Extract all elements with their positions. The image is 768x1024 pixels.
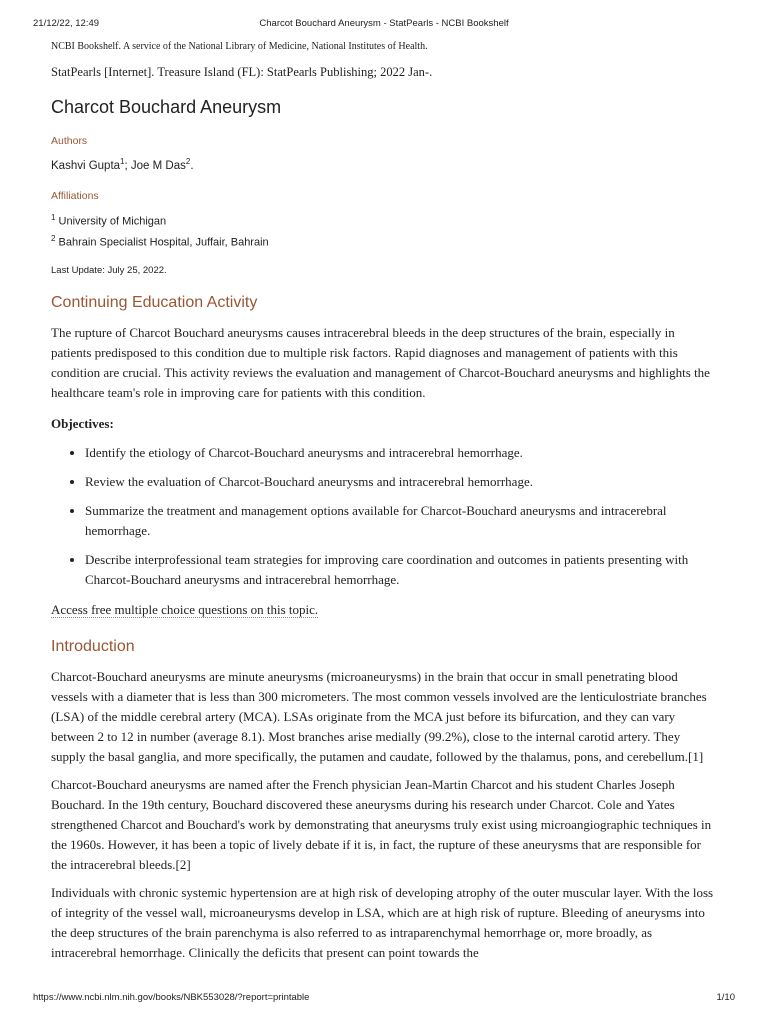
affiliation-sup: 1	[51, 212, 56, 222]
print-footer	[33, 992, 735, 1006]
access-link-wrap	[51, 600, 717, 620]
ncbi-note: NCBI Bookshelf. A service of the National Library of Medicine, National Institutes of Health.	[51, 41, 428, 52]
print-page-title: Charcot Bouchard Aneurysm - StatPearls - NCBI Bookshelf	[259, 18, 509, 29]
objectives-label: Objectives:	[51, 416, 114, 432]
objective-item: • Summarize the treatment and management options available for Charcot-Bouchard aneurysms and intracerebral hemorrhage.	[85, 501, 717, 541]
print-url: https://www.ncbi.nlm.nih.gov/books/NBK553028/?report=printable	[33, 992, 310, 1003]
affiliation-sup: 2	[51, 234, 56, 244]
author-affil-sup: 2	[185, 157, 191, 166]
intro-paragraph: Individuals with chronic systemic hypertension are at high risk of developing atrophy of the outer muscular layer. With the loss of integrity of the vessel wall, microaneurysms develop in LSA, which are at high risk of rupture. Bleeding of aneurysms into the deep structures of the brain parenchyma is also referred to as intraparenchymal hemorrhage or, more broadly, as intracerebral hemorrhage. Clinically the deficits that present can point towards the	[51, 885, 714, 961]
author-name[interactable]: Joe M Das	[130, 159, 186, 172]
intro-paragraph: Charcot-Bouchard aneurysms are named after the French physician Jean-Martin Charcot and his student Charles Joseph Bouchard. In the 19th century, Bouchard discovered these aneurysms during his research under Charcot. Cole and Yates strengthened Charcot and Bouchard's work by demonstrating that aneurysms truly exist using microangiographic techniques in the 1960s. However, it has been a topic of lively debate if it is, in fact, the rupture of these aneurysms that are responsible for the intracerebral bleeds.[2]	[51, 777, 712, 873]
affiliations-list	[51, 209, 717, 252]
affiliations-label: Affiliations	[51, 189, 99, 202]
article	[51, 40, 717, 971]
objective-item: • Identify the etiology of Charcot-Bouchard aneurysms and intracerebral hemorrhage.	[85, 443, 717, 463]
last-update: Last Update: July 25, 2022.	[51, 265, 167, 277]
author-name[interactable]: Kashvi Gupta	[51, 159, 121, 172]
affiliation-item	[51, 209, 717, 231]
print-header	[33, 18, 735, 32]
ce-intro-paragraph: The rupture of Charcot Bouchard aneurysms causes intracerebral bleeds in the deep structures of the brain, especially in patients predisposed to this condition due to multiple risk factors. Rapid diagnoses and management of patients with this condition are crucial. This activity reviews the evaluation and management of Charcot-Bouchard aneurysms and highlights the healthcare team's role in improving care for patients with this condition.	[51, 325, 710, 401]
citation: StatPearls [Internet]. Treasure Island (FL): StatPearls Publishing; 2022 Jan-.	[51, 65, 433, 79]
print-datetime: 21/12/22, 12:49	[33, 18, 100, 29]
author-affil-sup: 1	[120, 157, 125, 166]
section-heading-ce-activity: Continuing Education Activity	[51, 294, 258, 312]
intro-paragraph: Charcot-Bouchard aneurysms are minute aneurysms (microaneurysms) in the brain that occur in small penetrating blood vessels with a diameter that is less than 300 micrometers. The most common vessels involved are the lenticulostriate branches (LSA) of the middle cerebral artery (MCA). LSAs originate from the MCA just before its bifurcation, and they can vary between 2 to 12 in number (average 8.1). Most branches arise medially (99.2%), close to the internal carotid artery. They supply the basal ganglia, and more specifically, the putamen and caudate, followed by the thalamus, pons, and cerebellum.[1]	[51, 669, 707, 765]
mcq-access-link[interactable]: Access free multiple choice questions on this topic.	[51, 602, 319, 618]
authors-list	[51, 154, 717, 174]
page-title: Charcot Bouchard Aneurysm	[51, 97, 282, 117]
affiliation-text: Bahrain Specialist Hospital, Juffair, Bahrain	[58, 237, 269, 250]
author-separator: ;	[124, 159, 131, 172]
authors-label: Authors	[51, 135, 88, 147]
objective-item: • Review the evaluation of Charcot-Bouchard aneurysms and intracerebral hemorrhage.	[85, 472, 717, 492]
affiliation-text: University of Michigan	[58, 215, 167, 228]
author-separator: .	[190, 159, 194, 172]
section-heading-introduction: Introduction	[51, 638, 135, 656]
affiliation-item	[51, 230, 717, 252]
objectives-list	[51, 443, 717, 590]
print-page-number: 1/10	[716, 992, 735, 1003]
objective-item: • Describe interprofessional team strategies for improving care coordination and outcomes in patients presenting with Charcot-Bouchard aneurysms and intracerebral hemorrhage.	[85, 550, 717, 590]
